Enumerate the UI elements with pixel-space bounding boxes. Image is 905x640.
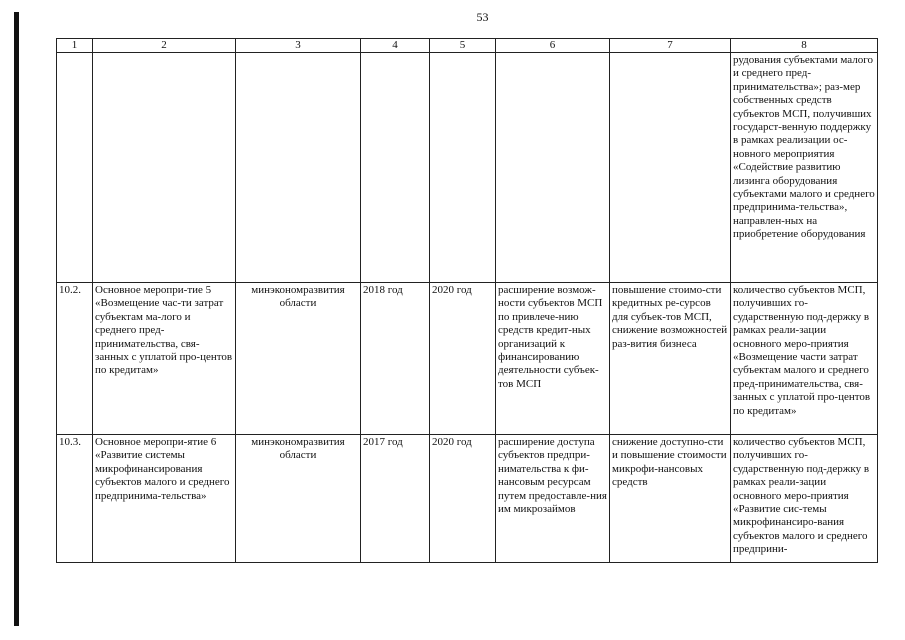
header-cell: 5	[430, 39, 496, 53]
result-cell: расширение возмож-ности субъектов МСП по привлече-нию средств кредит-ных организаций к финансированию деятельности субъек-тов МСП	[496, 283, 610, 435]
event-cell: Основное меропри-ятие 6 «Развитие системы микрофинансирования субъектов малого и среднего предпринима-тельства»	[93, 435, 236, 563]
empty-cell	[57, 53, 93, 283]
indicator-cell: количество субъектов МСП, получивших го-сударственную под-держку в рамках реали-зации основного меро-приятия «Возмещение части затрат субъектам малого и среднего пред-принимательства, свя-занных с уплатой про-центов по кредитам»	[731, 283, 878, 435]
header-cell: 6	[496, 39, 610, 53]
end-year-cell: 2020 год	[430, 283, 496, 435]
header-cell: 2	[93, 39, 236, 53]
table-row	[57, 435, 878, 563]
start-year-cell: 2017 год	[361, 435, 430, 563]
empty-cell	[610, 53, 731, 283]
empty-cell	[430, 53, 496, 283]
indicator-cell: количество субъектов МСП, получивших го-сударственную под-держку в рамках реали-зации основного меро-приятия «Развитие сис-темы микрофинансиро-вания субъектов малого и среднего предприни-	[731, 435, 878, 563]
empty-cell	[496, 53, 610, 283]
result-cell: расширение доступа субъектов предпри-нимательства к фи-нансовым ресурсам путем предоставле-ния им микрозаймов	[496, 435, 610, 563]
empty-cell	[236, 53, 361, 283]
table-row	[57, 283, 878, 435]
header-cell: 1	[57, 39, 93, 53]
header-cell: 8	[731, 39, 878, 53]
executor-cell: минэкономразвития области	[236, 283, 361, 435]
row-number: 10.2.	[57, 283, 93, 435]
empty-cell	[93, 53, 236, 283]
end-year-cell: 2020 год	[430, 435, 496, 563]
header-cell: 4	[361, 39, 430, 53]
row-number: 10.3.	[57, 435, 93, 563]
page-number: 53	[476, 10, 489, 24]
header-row	[57, 39, 878, 53]
start-year-cell: 2018 год	[361, 283, 430, 435]
program-table	[56, 38, 878, 563]
indicator-cell: рудования субъектами малого и среднего пред-принимательства»; раз-мер собственных средств субъектов МСП, получивших государст-венную поддержку в рамках реализации ос-новного мероприятия «Содействие развитию лизинга оборудования субъектами малого и среднего предпринима-тельства», направлен-ных на приобретение оборудования	[731, 53, 878, 283]
empty-cell	[361, 53, 430, 283]
consequence-cell: снижение доступно-сти и повышение стоимости микрофи-нансовых средств	[610, 435, 731, 563]
header-cell: 7	[610, 39, 731, 53]
continuation-row	[57, 53, 878, 283]
binding-edge-bar	[14, 12, 19, 626]
header-cell: 3	[236, 39, 361, 53]
event-cell: Основное меропри-тие 5 «Возмещение час-ти затрат субъектам ма-лого и среднего пред-принимательства, свя-занных с уплатой про-центов по кредитам»	[93, 283, 236, 435]
executor-cell: минэкономразвития области	[236, 435, 361, 563]
consequence-cell: повышение стоимо-сти кредитных ре-сурсов для субъек-тов МСП, снижение возможностей раз-вития бизнеса	[610, 283, 731, 435]
